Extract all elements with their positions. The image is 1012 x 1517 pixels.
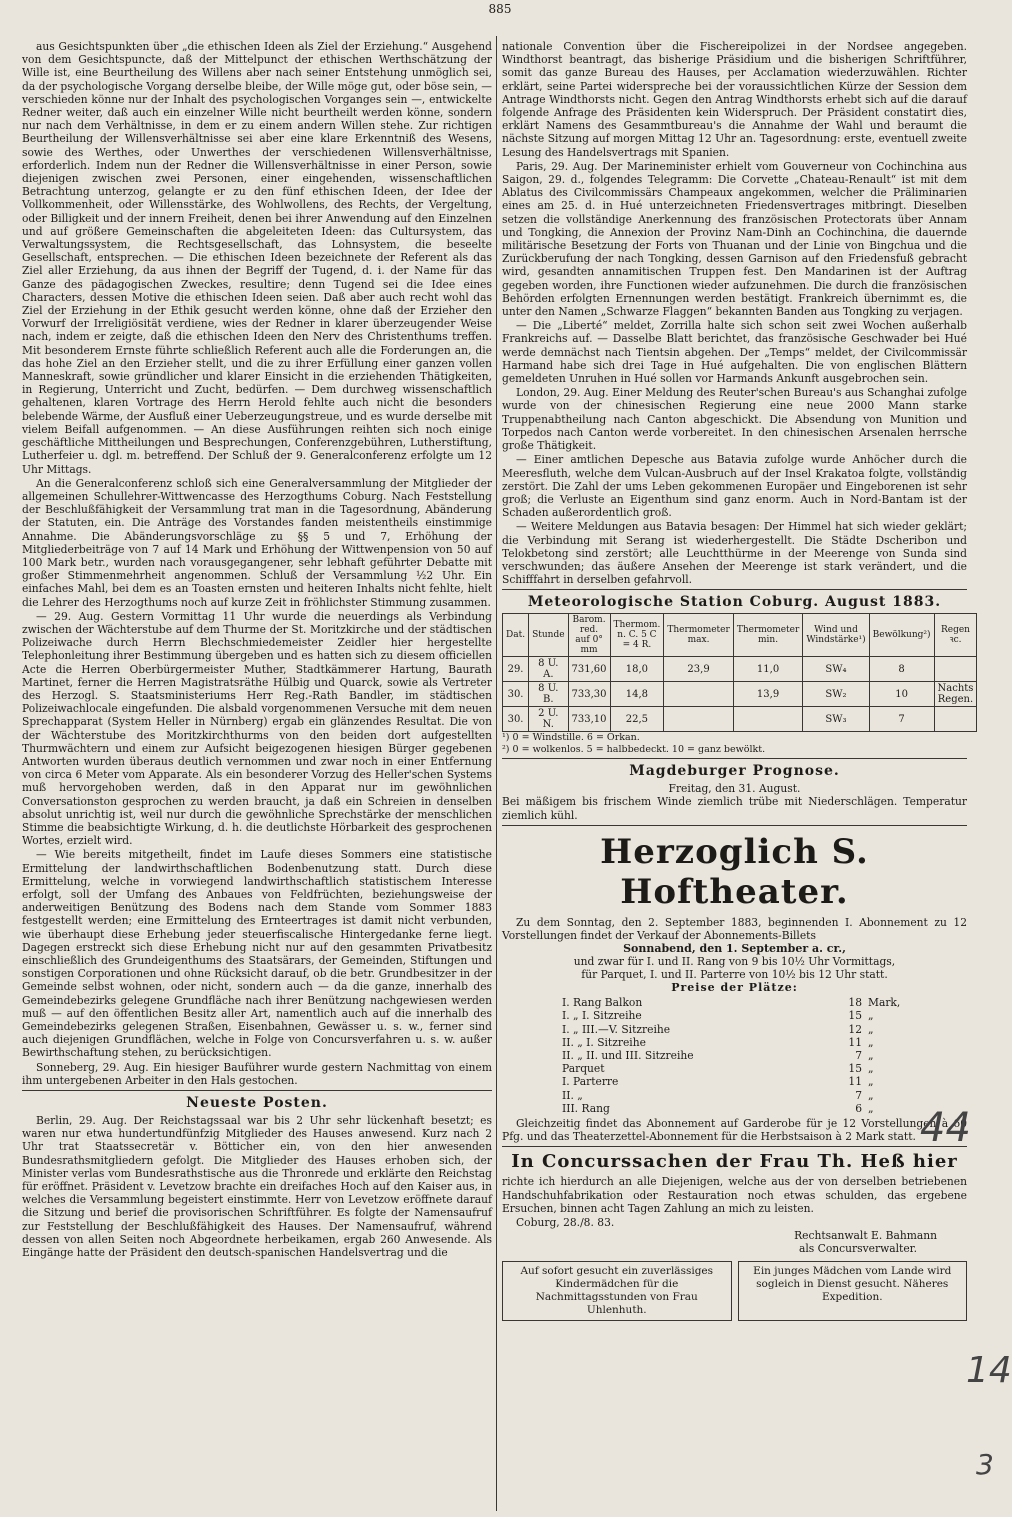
article-paragraph: — Die „Liberté“ meldet, Zorrilla halte sich schon seit zwei Wochen außerhalb Frankreichs auf. — Dasselbe Blatt berichtet, das französische Geschwader bei Hué werde demnächst nach Tientsin abgehen. Der „Temps“ meldet, der Civilcommissär Harmand habe sich drei Tage in Hué aufgehalten. Die von englischen Blättern gemeldeten Unruhen in Hué sollen vor Harmands Ankunft ausgebrochen sein. <box>502 319 967 386</box>
table-cell: 29. <box>503 657 529 682</box>
article-paragraph: — 29. Aug. Gestern Vormittag 11 Uhr wurde die neuerdings als Verbindung zwischen der Wächterstube auf dem Thurme der St. Moritzkirche und der städtischen Polizeiwache durch Herrn Blechschmiedemeister Zeidler hier hergestellte Telephonleitung ihrer Bestimmung übergeben und es hatten sich zu diesem officiellen Acte die Herren Oberbürgermeister Muther, Stadtkämmerer Hartung, Baurath Martinet, ferner die Herren Magistratsräthe Hülbig und Quarck, sowie als Vertreter des Herzogl. S. Staatsministeriums Herr Reg.-Rath Bandler, im städtischen Polizeiwachlocale eingefunden. Die alsbald vorgenommenen Versuche mit dem neuen Sprechapparat (System Heller in Nürnberg) ergab ein glänzendes Resultat. Die von der Wächterstube des Moritzkirchthurms von den beiden dort aufgestellten Thurmwächtern und einem zur Aufsicht beigezogenen hiesigen Bürger gegebenen Antworten wurden überaus deutlich vernommen und zwar noch in einer Entfernung von circa 6 Meter vom Apparate. Als ein besonderer Vorzug des Heller'schen Systems muß hervorgehoben werden, daß in den Apparat nur im gewöhnlichen Conversationston gesprochen zu werden braucht, ja daß ein Schreien in denselben absolut unrichtig ist, weil nur durch die gewöhnliche Sprechstärke der menschlichen Stimme die beabsichtigte Wirkung, d. h. die deutlichste Hörbarkeit des gesprochenen Wortes, erzielt wird. <box>22 609 492 848</box>
table-cell: 11,0 <box>733 657 803 682</box>
column-header: Dat. <box>503 614 529 657</box>
ad-box: Ein junges Mädchen vom Lande wird sogleich in Dienst gesucht. Näheres Expedition. <box>738 1261 968 1321</box>
price-row <box>562 1036 967 1049</box>
table-cell <box>934 707 977 732</box>
section-rule <box>502 825 967 826</box>
price-row <box>562 1089 967 1102</box>
price-label: II. „ II. und III. Sitzreihe <box>562 1048 694 1062</box>
table-cell: 14,8 <box>610 682 664 707</box>
price-value: 11 <box>848 1035 862 1049</box>
table-cell: 23,9 <box>664 657 734 682</box>
price-unit: „ <box>868 1075 874 1089</box>
section-rule <box>502 1146 967 1147</box>
weather-table <box>502 613 977 732</box>
prices-heading: Preise der Plätze: <box>671 981 798 995</box>
column-header: Stunde <box>529 614 568 657</box>
table-cell: 18,0 <box>610 657 664 682</box>
price-unit: Mark, <box>868 996 901 1010</box>
price-label: II. „ I. Sitzreihe <box>562 1035 646 1049</box>
column-header: Bewölkung²) <box>869 614 934 657</box>
table-row <box>503 707 977 732</box>
price-row <box>562 1075 967 1088</box>
prognosis-title: Magdeburger Prognose. <box>629 763 840 780</box>
article-paragraph: nationale Convention über die Fischereipolizei in der Nordsee angegeben. Windthorst beantragt, das bisherige Präsidium und die bisherigen Schriftführer, somit das ganze Bureau des Hauses, per Acclamation wiederzuwählen. Richter erklärt, seine Partei widerspreche bei der voraussichtlichen Kürze der Session dem Antrage Windthorsts nicht. Gegen den Antrag Windthorsts erhebt sich auf die darauf folgende Anfrage des Präsidenten kein Widerspruch. Der Präsident constatirt dies, erklärt Namens des Gesammtbureau's die Annahme der Wahl und beraumt die nächste Sitzung auf morgen Mittag 12 Uhr an. Tagesordnung: erste, eventuell zweite Lesung des Handelsvertrags mit Spanien. <box>502 40 967 159</box>
table-cell: SW₂ <box>803 682 869 707</box>
price-unit: „ <box>868 1062 874 1076</box>
price-value: 15 <box>848 1062 862 1076</box>
concurs-text: richte ich hierdurch an alle Diejenigen, welche aus der von derselben betriebenen Handschuhfabrikation oder Restauration noch etwas schulden, das ergebene Ersuchen, binnen acht Tagen Zahlung an mich zu leisten. <box>502 1175 967 1215</box>
table-row <box>503 657 977 682</box>
table-cell: 8 <box>869 657 934 682</box>
table-cell <box>664 707 734 732</box>
article-paragraph: London, 29. Aug. Einer Meldung des Reuter'schen Bureau's aus Schanghai zufolge wurde von der chinesischen Regierung eine neue 2000 Mann starke Truppenabtheilung nach Canton abgeschickt. Die Absendung von Munition und Torpedos nach Canton werde vorbereitet. In den chinesischen Arsenalen herrsche große Thätigkeit. <box>502 386 967 453</box>
theatre-times: für Parquet, I. und II. Parterre von 10½ bis 12 Uhr statt. <box>581 968 888 982</box>
concurs-signature: Rechtsanwalt E. Bahmann <box>794 1229 937 1243</box>
table-cell: 8 U. A. <box>529 657 568 682</box>
table-cell: 733,30 <box>568 682 610 707</box>
theatre-day: Sonnabend, den 1. September a. cr., <box>623 942 846 956</box>
price-unit: „ <box>868 1035 874 1049</box>
price-list <box>562 996 967 1115</box>
section-rule <box>502 589 967 590</box>
table-cell: 731,60 <box>568 657 610 682</box>
price-row <box>562 1102 967 1115</box>
article-paragraph: An die Generalconferenz schloß sich eine Generalversammlung der Mitglieder der allgemeinen Schullehrer-Wittwencasse des Herzogthums Coburg. Nach Feststellung der Beschlußfähigkeit der Versammlung trat man in die Tagesordnung, Abänderung der Statuten, ein. Die Anträge des Vorstandes fanden meistentheils einstimmige Annahme. Die Abänderungsvorschläge zu §§ 5 und 7, Erhöhung der Mitgliederbeiträge von 7 auf 14 Mark und Erhöhung der Wittwenpension von 50 auf 100 Mark betr., wurden nach vorausgegangener, sehr lebhaft geführter Debatte mit großer Stimmenmehrheit angenommen. Schluß der Versammlung ½2 Uhr. Ein einfaches Mahl, bei dem es an Toasten ernsten und heiteren Inhalts nicht fehlte, hielt die Lehrer des Herzogthums noch auf kurze Zeit in fröhlichster Stimmung zusammen. <box>22 476 492 609</box>
handwritten-mark: 44 <box>920 1105 971 1151</box>
concurs-place: Coburg, 28./8. 83. <box>516 1215 615 1229</box>
table-cell <box>664 682 734 707</box>
price-value: 7 <box>855 1088 862 1102</box>
table-header-row <box>503 614 977 657</box>
price-value: 15 <box>848 1009 862 1023</box>
theatre-intro: Zu dem Sonntag, den 2. September 1883, beginnenden I. Abonnement zu 12 Vorstellungen findet der Verkauf der Abonnements-Billets <box>502 915 967 942</box>
left-column <box>22 40 492 1513</box>
handwritten-mark: 3 <box>976 1448 994 1481</box>
price-row <box>562 1009 967 1022</box>
article-paragraph: — Wie bereits mitgetheilt, findet im Laufe dieses Sommers eine statistische Ermittelung der landwirthschaftlichen Bodenbenutzung statt. Durch diese Ermittelung, welche in vorwiegend landwirthschaftlich statistischem Interesse erfolgt, soll der Umfang des Anbaues von Feldfrüchten, beziehungsweise der anderweitigen Benützung des Bodens nach dem Stande vom Sommer 1883 festgestellt werden; eine Ermittelung des Ernteertrages ist damit nicht verbunden, wie überhaupt diese Erhebung jeder steuerfiscalische Hintergedanke ferne liegt. Dagegen erstreckt sich diese Erhebung nicht nur auf den gesammten Privatbesitz einschließlich des Grundeigenthums des Staatsärars, der Gemeinden, Stiftungen und sonstigen Corporationen und ohne Rücksicht darauf, ob die betr. Grundbesitzer in der Gemeinde selbst wohnen, oder nicht, sondern auch — da die ganze, innerhalb des Gemeindebezirks gelegene Grundfläche nach ihrer Benützung nachgewiesen werden muß — auf den öffentlichen Besitz aller Art, namentlich auch auf die innerhalb des Gemeindebezirks gelegenen Straßen, Eisenbahnen, Gewässer u. s. w., ferner sind auch diejenigen Grundflächen, welche in Folge von Concursverfahren u. s. w. außer Bewirthschaftung stehen, zu berücksichtigen. <box>22 848 492 1060</box>
article-paragraph: aus Gesichtspunkten über „die ethischen Ideen als Ziel der Erziehung.“ Ausgehend von dem Gesichtspuncte, daß der Mittelpunct der ethischen Werthschätzung der Wille ist, eine Beurtheilung des Willens aber nach seiner Entstehung unmöglich sei, da der psychologische Vorgang derselbe bleibe, der Wille möge gut, oder böse sein, — verschieden könne nur der Inhalt des psychologischen Vorganges sein —, entwickelte Redner weiter, daß auch ein einzelner Wille nicht beurtheilt werden könne, sondern nur nach dem Verhältnisse, in dem er zu einem andern Willen stehe. Zur richtigen Beurtheilung der Willensverhältnisse sei aber eine klare Erkenntniß des Wesens, sowie des Werthes, oder Unwerthes der verschiedenen Willensverhältnisse, erforderlich. Indem nun der Redner die Willensverhältnisse in einer Person, sowie diejenigen zwischen zwei Personen, einer eingehenden, wissenschaftlichen Betrachtung unterzog, gelangte er zu den fünf ethischen Ideen, der Idee der Vollkommenheit, oder Willensstärke, des Wohlwollens, des Rechts, der Vergeltung, oder Billigkeit und der innern Freiheit, denen bei ihrer Anwendung auf den Einzelnen und auf größere Gemeinschaften die abgeleiteten Ideen: das Cultursystem, das Verwaltungssystem, die Rechtsgesellschaft, das Lohnsystem, die beseelte Gesellschaft, entsprechen. — Die ethischen Ideen bezeichnete der Referent als das Ziel aller Erziehung, da aus ihnen der Begriff der Tugend, d. i. der Name für das Ganze des pädagogischen Zweckes, resultire; denn Tugend sei die Idee eines Characters, dessen Motive die ethischen Ideen seien. Daß aber auch recht wohl das Ziel der Erziehung in der Ethik gesucht werden könne, ohne daß der Erzieher den Vorwurf der Irreligiösität verdiene, wies der Redner in klarer überzeugender Weise nach, indem er zeigte, daß die ethischen Ideen den Nerv des Christenthums treffen. Mit besonderem Ernste führte schließlich Referent auch alle die Forderungen an, die das hohe Ziel an den Erzieher stellt, und die zu ihrer Erfüllung einer ganzen vollen Manneskraft, sowie gründlicher und klarer Einsicht in die erziehenden Thätigkeiten, in Regierung, Unterricht und Zucht, bedürfen. — Dem durchweg wissenschaftlich gehaltenen, klaren Vortrage des Herrn Herold fehlte auch nicht die besonders belebende Wärme, der Ausfluß einer Ueberzeugungstreue, und es wurde derselbe mit vielem Beifall aufgenommen. — An diese Ausführungen reihten sich noch einige geschäftliche Mittheilungen und Besprechungen, Conferenzgebühren, Lutherstiftung, Lutherfeier u. dgl. m. betreffend. Der Schluß der 9. Generalconferenz erfolgte um 12 Uhr Mittags. <box>22 40 492 476</box>
column-header: Regen ꝛc. <box>934 614 977 657</box>
ad-box: Auf sofort gesucht ein zuverlässiges Kindermädchen für die Nachmittagsstunden von Frau Uhlenhuth. <box>502 1261 732 1321</box>
column-header: Thermometer min. <box>733 614 803 657</box>
column-header: Wind und Windstärke¹) <box>803 614 869 657</box>
table-cell: SW₄ <box>803 657 869 682</box>
weather-footnote: ²) 0 = wolkenlos. 5 = halbbedeckt. 10 = ganz bewölkt. <box>502 743 766 755</box>
weather-footnote: ¹) 0 = Windstille. 6 = Orkan. <box>502 732 640 744</box>
classified-ads <box>502 1261 967 1321</box>
price-label: I. Rang Balkon <box>562 996 643 1010</box>
section-heading-newest: Neueste Posten. <box>186 1095 328 1112</box>
table-cell: 22,5 <box>610 707 664 732</box>
meteorology-title: Meteorologische Station Coburg. August 1883. <box>527 594 942 611</box>
article-paragraph: Sonneberg, 29. Aug. Ein hiesiger Bauführer wurde gestern Nachmittag von einem ihm untergebenen Arbeiter in den Hals gestochen. <box>22 1060 492 1087</box>
table-row <box>503 682 977 707</box>
table-cell: 10 <box>869 682 934 707</box>
prognosis-text: Bei mäßigem bis frischem Winde ziemlich trübe mit Niederschlägen. Temperatur ziemlich kühl. <box>502 795 967 822</box>
price-value: 6 <box>855 1101 862 1115</box>
table-cell: 30. <box>503 707 529 732</box>
prognosis-date: Freitag, den 31. August. <box>668 782 801 796</box>
theatre-times: und zwar für I. und II. Rang von 9 bis 10½ Uhr Vormittags, <box>573 955 896 969</box>
page-number: 885 <box>488 2 512 16</box>
table-cell: SW₃ <box>803 707 869 732</box>
price-unit: „ <box>868 1048 874 1062</box>
price-label: I. „ I. Sitzreihe <box>562 1009 642 1023</box>
table-cell: 13,9 <box>733 682 803 707</box>
theatre-garderobe: Gleichzeitig findet das Abonnement auf Garderobe für je 12 Vorstellungen à 60 Pfg. und das Theaterzettel-Abonnement für die Herbstsaison à 2 Mark statt. <box>502 1116 967 1144</box>
price-value: 7 <box>855 1048 862 1062</box>
theatre-title: Herzoglich S. Hoftheater. <box>600 831 869 912</box>
column-header: Thermom. n. C. 5 C = 4 R. <box>610 614 664 657</box>
price-row <box>562 1049 967 1062</box>
table-cell <box>733 707 803 732</box>
section-rule <box>502 758 967 759</box>
price-value: 18 <box>848 996 862 1010</box>
table-cell: 2 U. N. <box>529 707 568 732</box>
handwritten-mark: 14 <box>966 1350 1012 1391</box>
article-paragraph: — Weitere Meldungen aus Batavia besagen: Der Himmel hat sich wieder geklärt; die Verbindung mit Serang ist wiederhergestellt. Die Städte Dscheribon und Telokbetong sind zerstört; alle Leuchtthürme in der Meerenge von Sunda sind verschwunden; das äußere Ansehen der Meerenge ist stark verändert, und die Schifffahrt in derselben gefahrvoll. <box>502 520 967 587</box>
price-label: I. Parterre <box>562 1075 619 1089</box>
price-unit: „ <box>868 1088 874 1102</box>
table-cell <box>934 657 977 682</box>
concurs-title: In Concurssachen der Frau Th. Heß hier <box>511 1151 958 1173</box>
price-unit: „ <box>868 1022 874 1036</box>
price-label: I. „ III.—V. Sitzreihe <box>562 1022 671 1036</box>
table-cell: 30. <box>503 682 529 707</box>
table-cell: 733,10 <box>568 707 610 732</box>
table-cell: 7 <box>869 707 934 732</box>
article-paragraph: Paris, 29. Aug. Der Marineminister erhielt vom Gouverneur von Cochinchina aus Saigon, 29. d., folgendes Telegramm: Die Corvette „Chateau-Renault“ ist mit dem Ablatus des Civilcommissärs Champeaux angekommen, welcher die Präliminarien eines am 25. d. in Hué unterzeichneten Friedensvertrages mitbringt. Dieselben setzen die vollständige Anerkennung des französischen Protectorats über Annam und Tongking, die Annexion der Provinz Nam-Dinh an Cochinchina, die dauernde militärische Besetzung der Forts von Thuanan und der Linie von Bingchua und die Zurückberufung der nach Tongking, dessen Garnison auf den Friedensfuß gebracht wird, gesandten annamitischen Truppen fest. Den Mandarinen ist der Auftrag gegeben worden, ihre Functionen wieder aufzunehmen. Die durch die französischen Behörden erfolgten Ernennungen werden bestätigt. Frankreich übernimmt es, die unter den Namen „Schwarze Flaggen“ bekannten Banden aus Tongking zu verjagen. <box>502 159 967 319</box>
article-paragraph: — Einer amtlichen Depesche aus Batavia zufolge wurde Anhöcher durch die Meeresfluth, welche dem Vulcan-Ausbruch auf der Insel Krakatoa folgte, vollständig zerstört. Die Zahl der ums Leben gekommenen Europäer und Eingeborenen ist sehr groß; die Verluste an Eigenthum sind ganz enorm. Auch in Nord-Bantam ist der Schaden außerordentlich groß. <box>502 453 967 520</box>
price-unit: „ <box>868 1009 874 1023</box>
section-rule <box>22 1090 492 1091</box>
price-label: II. „ <box>562 1088 583 1102</box>
price-value: 12 <box>848 1022 862 1036</box>
article-paragraph: Berlin, 29. Aug. Der Reichstagssaal war bis 2 Uhr sehr lückenhaft besetzt; es waren nur etwa hundertundfünfzig Mitglieder des Hauses anwesend. Kurz nach 2 Uhr trat Staatssecretär v. Bötticher ein, von den hier anwesenden Bundesrathsmitgliedern gefolgt. Die Mitglieder des Hauses erhoben sich, der Minister verlas vom Bundesrathstische aus die Thronrede und erklärte den Reichstag für eröffnet. Präsident v. Levetzow brachte ein dreifaches Hoch auf den Kaiser aus, in welches die Versammlung begeistert einstimmte. Herr von Levetzow eröffnete darauf die Sitzung und berief die provisorischen Schriftführer. Es folgte der Namensaufruf zur Feststellung der Beschlußfähigkeit des Hauses. Der Namensaufruf, während dessen von allen Seiten noch Abgeordnete herbeikamen, ergab 260 Anwesende. Als Eingänge hatte der Präsident den deutsch-spanischen Handelsvertrag und die <box>22 1114 492 1260</box>
column-divider <box>496 36 497 1511</box>
table-cell: 8 U. B. <box>529 682 568 707</box>
right-column <box>502 40 974 1513</box>
concurs-signature: als Concursverwalter. <box>799 1242 917 1256</box>
column-header: Barom. red. auf 0° mm <box>568 614 610 657</box>
table-cell: Nachts Regen. <box>934 682 977 707</box>
price-row <box>562 1023 967 1036</box>
price-row <box>562 996 967 1009</box>
column-header: Thermometer max. <box>664 614 734 657</box>
price-value: 11 <box>848 1075 862 1089</box>
price-unit: „ <box>868 1101 874 1115</box>
price-label: III. Rang <box>562 1101 610 1115</box>
price-row <box>562 1062 967 1075</box>
price-label: Parquet <box>562 1062 605 1076</box>
